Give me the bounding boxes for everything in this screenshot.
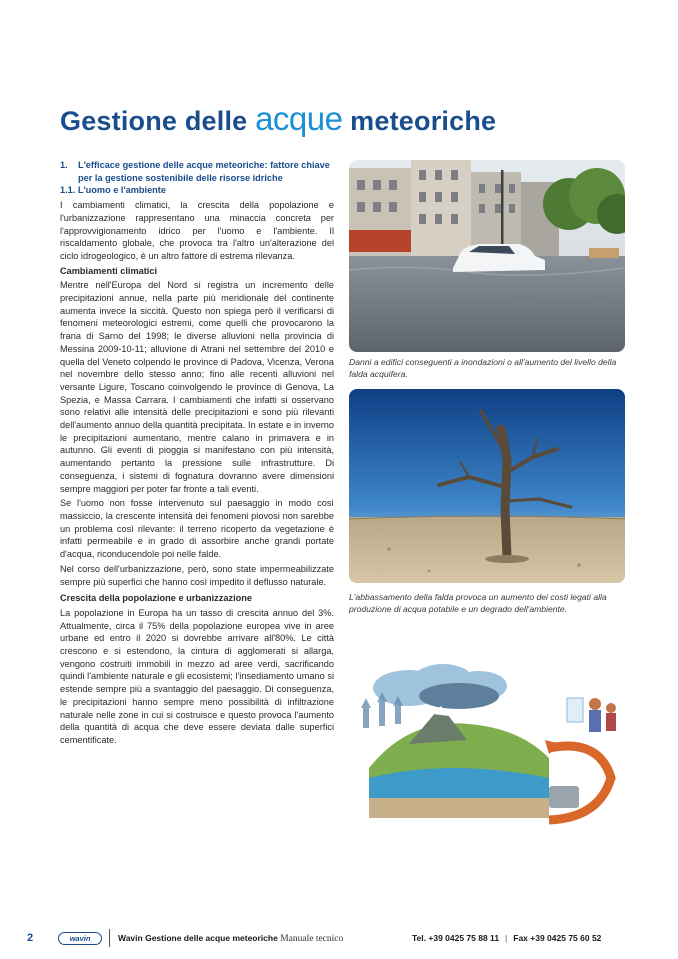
footer-divider [109, 929, 110, 947]
subsection-heading: 1.1. L'uomo e l'ambiente [60, 185, 166, 196]
footer-title [118, 933, 343, 944]
footer-fax: Fax +39 0425 75 60 52 [513, 933, 602, 943]
text-column [60, 159, 334, 749]
climate-heading: Cambiamenti climatici [60, 265, 158, 276]
section-number: 1. [60, 160, 68, 170]
title-highlight: acque [255, 100, 343, 137]
footer [0, 929, 678, 949]
page-title [60, 100, 496, 138]
title-pre: Gestione delle [60, 106, 256, 136]
footer-separator: | [505, 933, 508, 943]
title-post: meteoriche [342, 106, 497, 136]
section-heading [60, 159, 334, 184]
population-heading: Crescita della popolazione e urbanizzazione [60, 593, 252, 604]
footer-tel: Tel. +39 0425 75 88 11 [412, 933, 500, 943]
climate-paragraph-2: Se l'uomo non fosse intervenuto sul paesaggio in modo così massiccio, la crescente intensità dei fenomeni piovosi non sarebbe un problema così rilevante: il terreno ricoperto da vegetazione è infatti permeabile e in grado di assorbire anche grandi portate d'acqua, riconducendole poi nelle falde. [60, 498, 334, 560]
page-number: 2 [27, 932, 34, 944]
flood-street-photo [349, 160, 625, 352]
climate-paragraph-1: Mentre nell'Europa del Nord si registra un incremento delle precipitazioni annue, nella parte più meridionale del continente aumenta invece la siccità. Questo non spiega però il verificarsi di fenomeni meteorologici estremi, come quelli che provocarono la frana di Sarno del 1998; le diverse alluvioni nella provincia di Messina 2009-10-11; alluvione di Atrani nel settembre del 2010 e quella del Veneto colpendo le province di Padova, Vicenza, Verona nel novembre dello stesso anno; fino alle recenti alluvioni nel versante Ligure, Toscano coinvolgendo le province di Genova, La Spezia, e Massa Carrara. I cambiamenti che infatti si osservano sono relativi alle intensità delle precipitazioni e sono più rilevanti dell'aumento annuo della quantità precipitata. In estate e in inverno le precipitazioni aumentano, mentre calano in primavera e in autunno. Gli eventi di pioggia si manifestano con più intensità, aumentando pertanto la pressione sulle infrastrutture. Di conseguenza, i sistemi di fognatura dovranno avere dimensioni sempre maggiori per poter far fronte a tali eventi. [60, 280, 334, 494]
drought-caption: L'abbassamento della falda provoca un aumento dei costi legati alla produzione di acqua potabile e un degrado dell'ambiente. [349, 592, 607, 614]
flood-caption: Danni a edifici conseguenti a inondazioni o all'aumento del livello della falda acquifera. [349, 357, 617, 379]
dead-tree-photo [349, 389, 625, 583]
population-paragraph: La popolazione in Europa ha un tasso di crescita annuo del 3%. Attualmente, circa il 75% della popolazione europea vive in aree urbane ed entro il 2020 si dovrebbe arrivare all'80%. Le città crescono e si estendono, la cintura di agglomerati si allarga, vengono costruiti immobili in mezzo ad aree verdi, sacrificando quindi l'ambiente naturale e gli ecosistemi; l'insediamento umano si estende sempre più a svantaggio del paesaggio. Di conseguenza, le precipitazioni hanno sempre meno possibilità di infiltrazione naturale nelle zone in cui si costruisce e questo provoca l'aumento della quantità di acqua che deve essere deviata dalle superfici cementificate. [60, 607, 334, 745]
wavin-logo: wavin [58, 932, 102, 945]
footer-title-rest: Manuale tecnico [280, 934, 344, 944]
footer-contact [412, 933, 601, 943]
climate-paragraph-3: Nel corso dell'urbanizzazione, però, sono state impermeabilizzate sempre più superfici che hanno così impedito il deflusso naturale. [60, 563, 334, 587]
footer-title-bold: Wavin Gestione delle acque meteoriche [118, 933, 278, 943]
intro-paragraph: I cambiamenti climatici, la crescita della popolazione e l'urbanizzazione rappresentano una minaccia concreta per l'approvvigionamento idrico per l'uomo e l'ambiente. Il riscaldamento globale, che provoca tra l'altro un'alterazione del ciclo idrogeologico, è un altro fattore di estrema rilevanza. [60, 200, 334, 261]
section-heading-text: L'efficace gestione delle acque meteoriche: fattore chiave per la gestione sostenibile delle risorse idriche [78, 160, 330, 183]
water-cycle-illustration [349, 648, 625, 840]
